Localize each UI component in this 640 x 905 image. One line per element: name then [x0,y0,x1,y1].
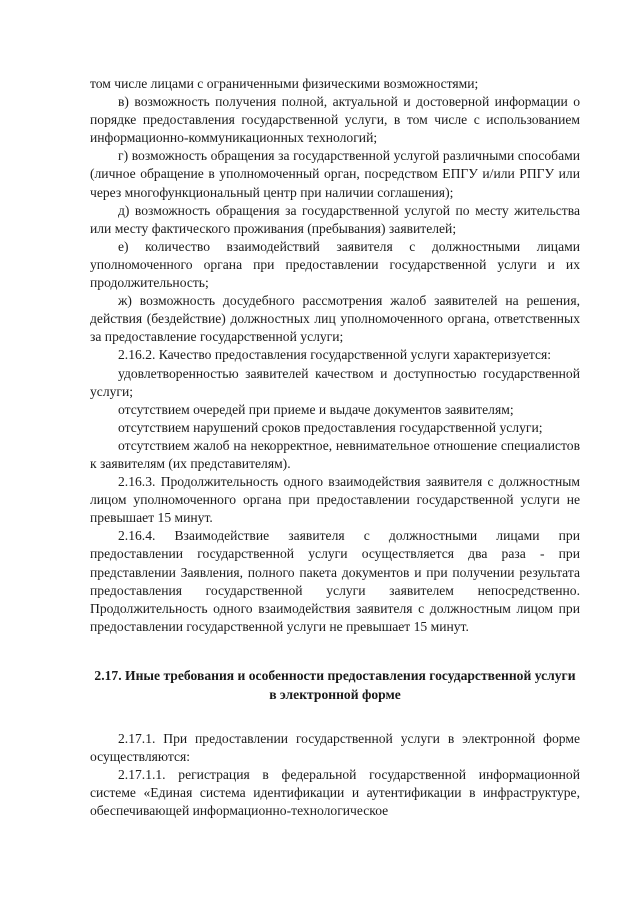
paragraph-item-v: в) возможность получения полной, актуальной и достоверной информации о порядке предоставления государственной услуги, в том числе с использованием информационно-коммуникационных технологий; [90,94,580,146]
paragraph-no-complaints: отсутствием жалоб на некорректное, невнимательное отношение специалистов к заявителям (их представителям). [90,437,580,471]
paragraph-item-d: д) возможность обращения за государственной услугой по месту жительства или месту фактического проживания (пребывания) заявителей; [90,202,580,236]
paragraph-continuation: том числе лицами с ограниченными физическими возможностями; [90,76,479,91]
paragraph-2-16-3: 2.16.3. Продолжительность одного взаимодействия заявителя с должностным лицом уполномоченного органа при предоставлении государственной услуги не превышает 15 минут. [90,474,580,526]
paragraph-item-g: г) возможность обращения за государственной услугой различными способами (личное обращение в уполномоченный орган, посредством ЕПГУ и/или РПГУ или через многофункциональный центр при наличии соглашения); [90,148,580,200]
paragraph-2-16-2: 2.16.2. Качество предоставления государственной услуги характеризуется: [118,347,552,363]
paragraph-2-16-4: 2.16.4. Взаимодействие заявителя с должностными лицами при предоставлении государственной услуги осуществляется два раза - при представлении Заявления, полного пакета документов и при получении результата предоставления государственной услуги заявителем непосредственно. Продолжительность одного взаимодействия заявителя с должностным лицом при предоставлении государственной услуги не превышает 15 минут. [90,528,580,634]
paragraph-2-17-1-1: 2.17.1.1. регистрация в федеральной государственной информационной системе «Единая система идентификации и аутентификации в инфраструктуре, обеспечивающей информационно-технологическое [90,767,580,819]
paragraph-2-17-1: 2.17.1. При предоставлении государственной услуги в электронной форме осуществляются: [90,730,580,764]
paragraph-no-delays: отсутствием нарушений сроков предоставления государственной услуги; [118,419,543,435]
paragraph-no-queues: отсутствием очередей при приеме и выдаче документов заявителям; [118,401,514,417]
paragraph-satisfaction: удовлетворенностью заявителей качеством и доступностью государственной услуги; [90,365,580,399]
paragraph-item-zh: ж) возможность досудебного рассмотрения жалоб заявителей на решения, действия (бездействие) должностных лиц уполномоченного органа, ответственных за предоставление государственной услуги; [90,293,580,345]
document-body [90,75,580,820]
section-heading-2-17: 2.17. Иные требования и особенности предоставления государственной услуги в электронной форме [94,667,576,702]
paragraph-item-e: е) количество взаимодействий заявителя с должностными лицами уполномоченного органа при предоставлении государственной услуги и их продолжительность; [90,238,580,291]
